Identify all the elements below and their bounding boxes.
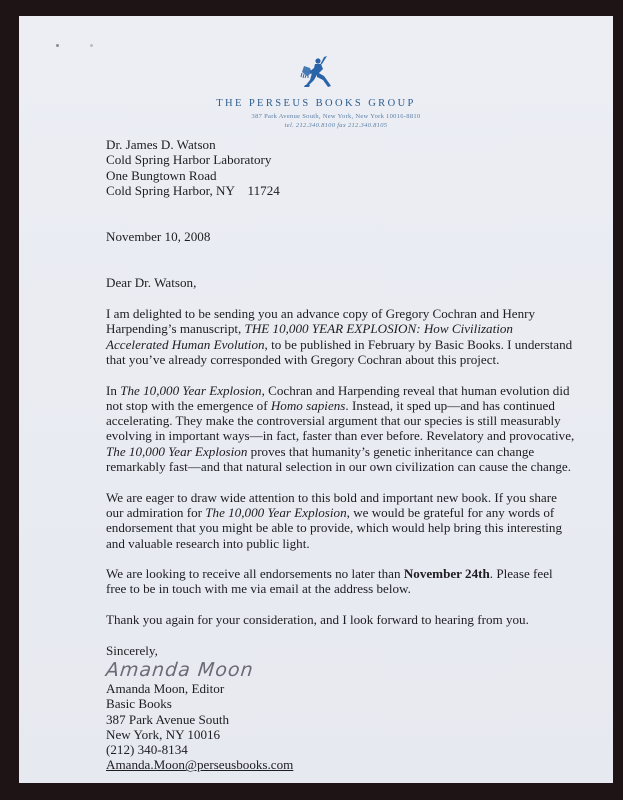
salutation: Dear Dr. Watson, (106, 275, 197, 291)
sender-block (106, 681, 576, 773)
letterhead (19, 56, 613, 130)
recipient-block (106, 137, 576, 198)
recipient-organization: Cold Spring Harbor Laboratory (106, 152, 272, 168)
paper-speck (90, 44, 93, 47)
letterhead-phone-fax: tel. 212.340.8100 fax 212.340.8105 (284, 122, 388, 129)
species-name: Homo sapiens (270, 397, 346, 413)
letter-body (106, 137, 576, 773)
sender-name-title: Amanda Moon, Editor (106, 680, 225, 696)
paragraph-1: I am delighted to be sending you an advance copy of Gregory Cochran and Henry Harpending’s manuscript, THE 10,000 YEAR EXPLOSION: How Civilization Accelerated Human Evolution, to be published in February by Basic Books. I understand that you’ve already corresponded with Gregory Cochran about this project. (106, 306, 573, 367)
paragraph-2: In The 10,000 Year Explosion, Cochran and Harpending reveal that human evolution did not stop with the emergence of Homo sapiens. Instead, it sped up—and has continued accelerating. They make the controversial argument that our species is still measurably evolving in important ways—in fact, faster than ever before. Revelatory and provocative, The 10,000 Year Explosion proves that humanity’s genetic inheritance can change remarkably fast—and that natural selection in our own civilization can cause the change. (106, 382, 575, 475)
sender-email-link[interactable]: Amanda.Moon@perseusbooks.com (106, 757, 294, 773)
sender-city: New York, NY 10016 (106, 726, 221, 742)
letter-date: November 10, 2008 (106, 229, 211, 245)
paragraph-5: Thank you again for your consideration, and I look forward to hearing from you. (106, 612, 529, 628)
paragraph-4: We are looking to receive all endorsements no later than November 24th. Please feel free to be in touch with me via email at the address below. (106, 566, 553, 597)
recipient-city: Cold Spring Harbor, NY 11724 (106, 182, 280, 198)
book-title: The 10,000 Year Explosion (120, 382, 262, 398)
deadline-date: November 24th (403, 566, 490, 582)
book-title: The 10,000 Year Explosion (205, 504, 347, 520)
book-title: THE 10,000 YEAR EXPLOSION: How Civilization Accelerated Human Evolution (106, 321, 513, 352)
recipient-street: One Bungtown Road (106, 167, 217, 183)
sender-phone: (212) 340-8134 (106, 742, 188, 758)
company-name: THE PERSEUS BOOKS GROUP (216, 98, 416, 109)
recipient-name: Dr. James D. Watson (106, 137, 216, 152)
sender-street: 387 Park Avenue South (106, 711, 230, 727)
letter-page (19, 16, 613, 783)
sender-company: Basic Books (106, 696, 172, 712)
paragraph-3: We are eager to draw wide attention to this bold and important new book. If you share our admiration for The 10,000 Year Explosion, we would be grateful for any words of endorsement that you might be able to provide, which would help bring this interesting and valuable research into public light. (106, 489, 563, 551)
letterhead-address: 387 Park Avenue South, New York, New York 10016-8810 (251, 113, 421, 120)
book-title: The 10,000 Year Explosion (106, 443, 248, 459)
handwritten-signature: Amanda Moon (104, 658, 255, 681)
paper-speck (56, 44, 59, 47)
closing: Sincerely, (106, 642, 158, 658)
perseus-running-figure-icon (298, 56, 334, 90)
